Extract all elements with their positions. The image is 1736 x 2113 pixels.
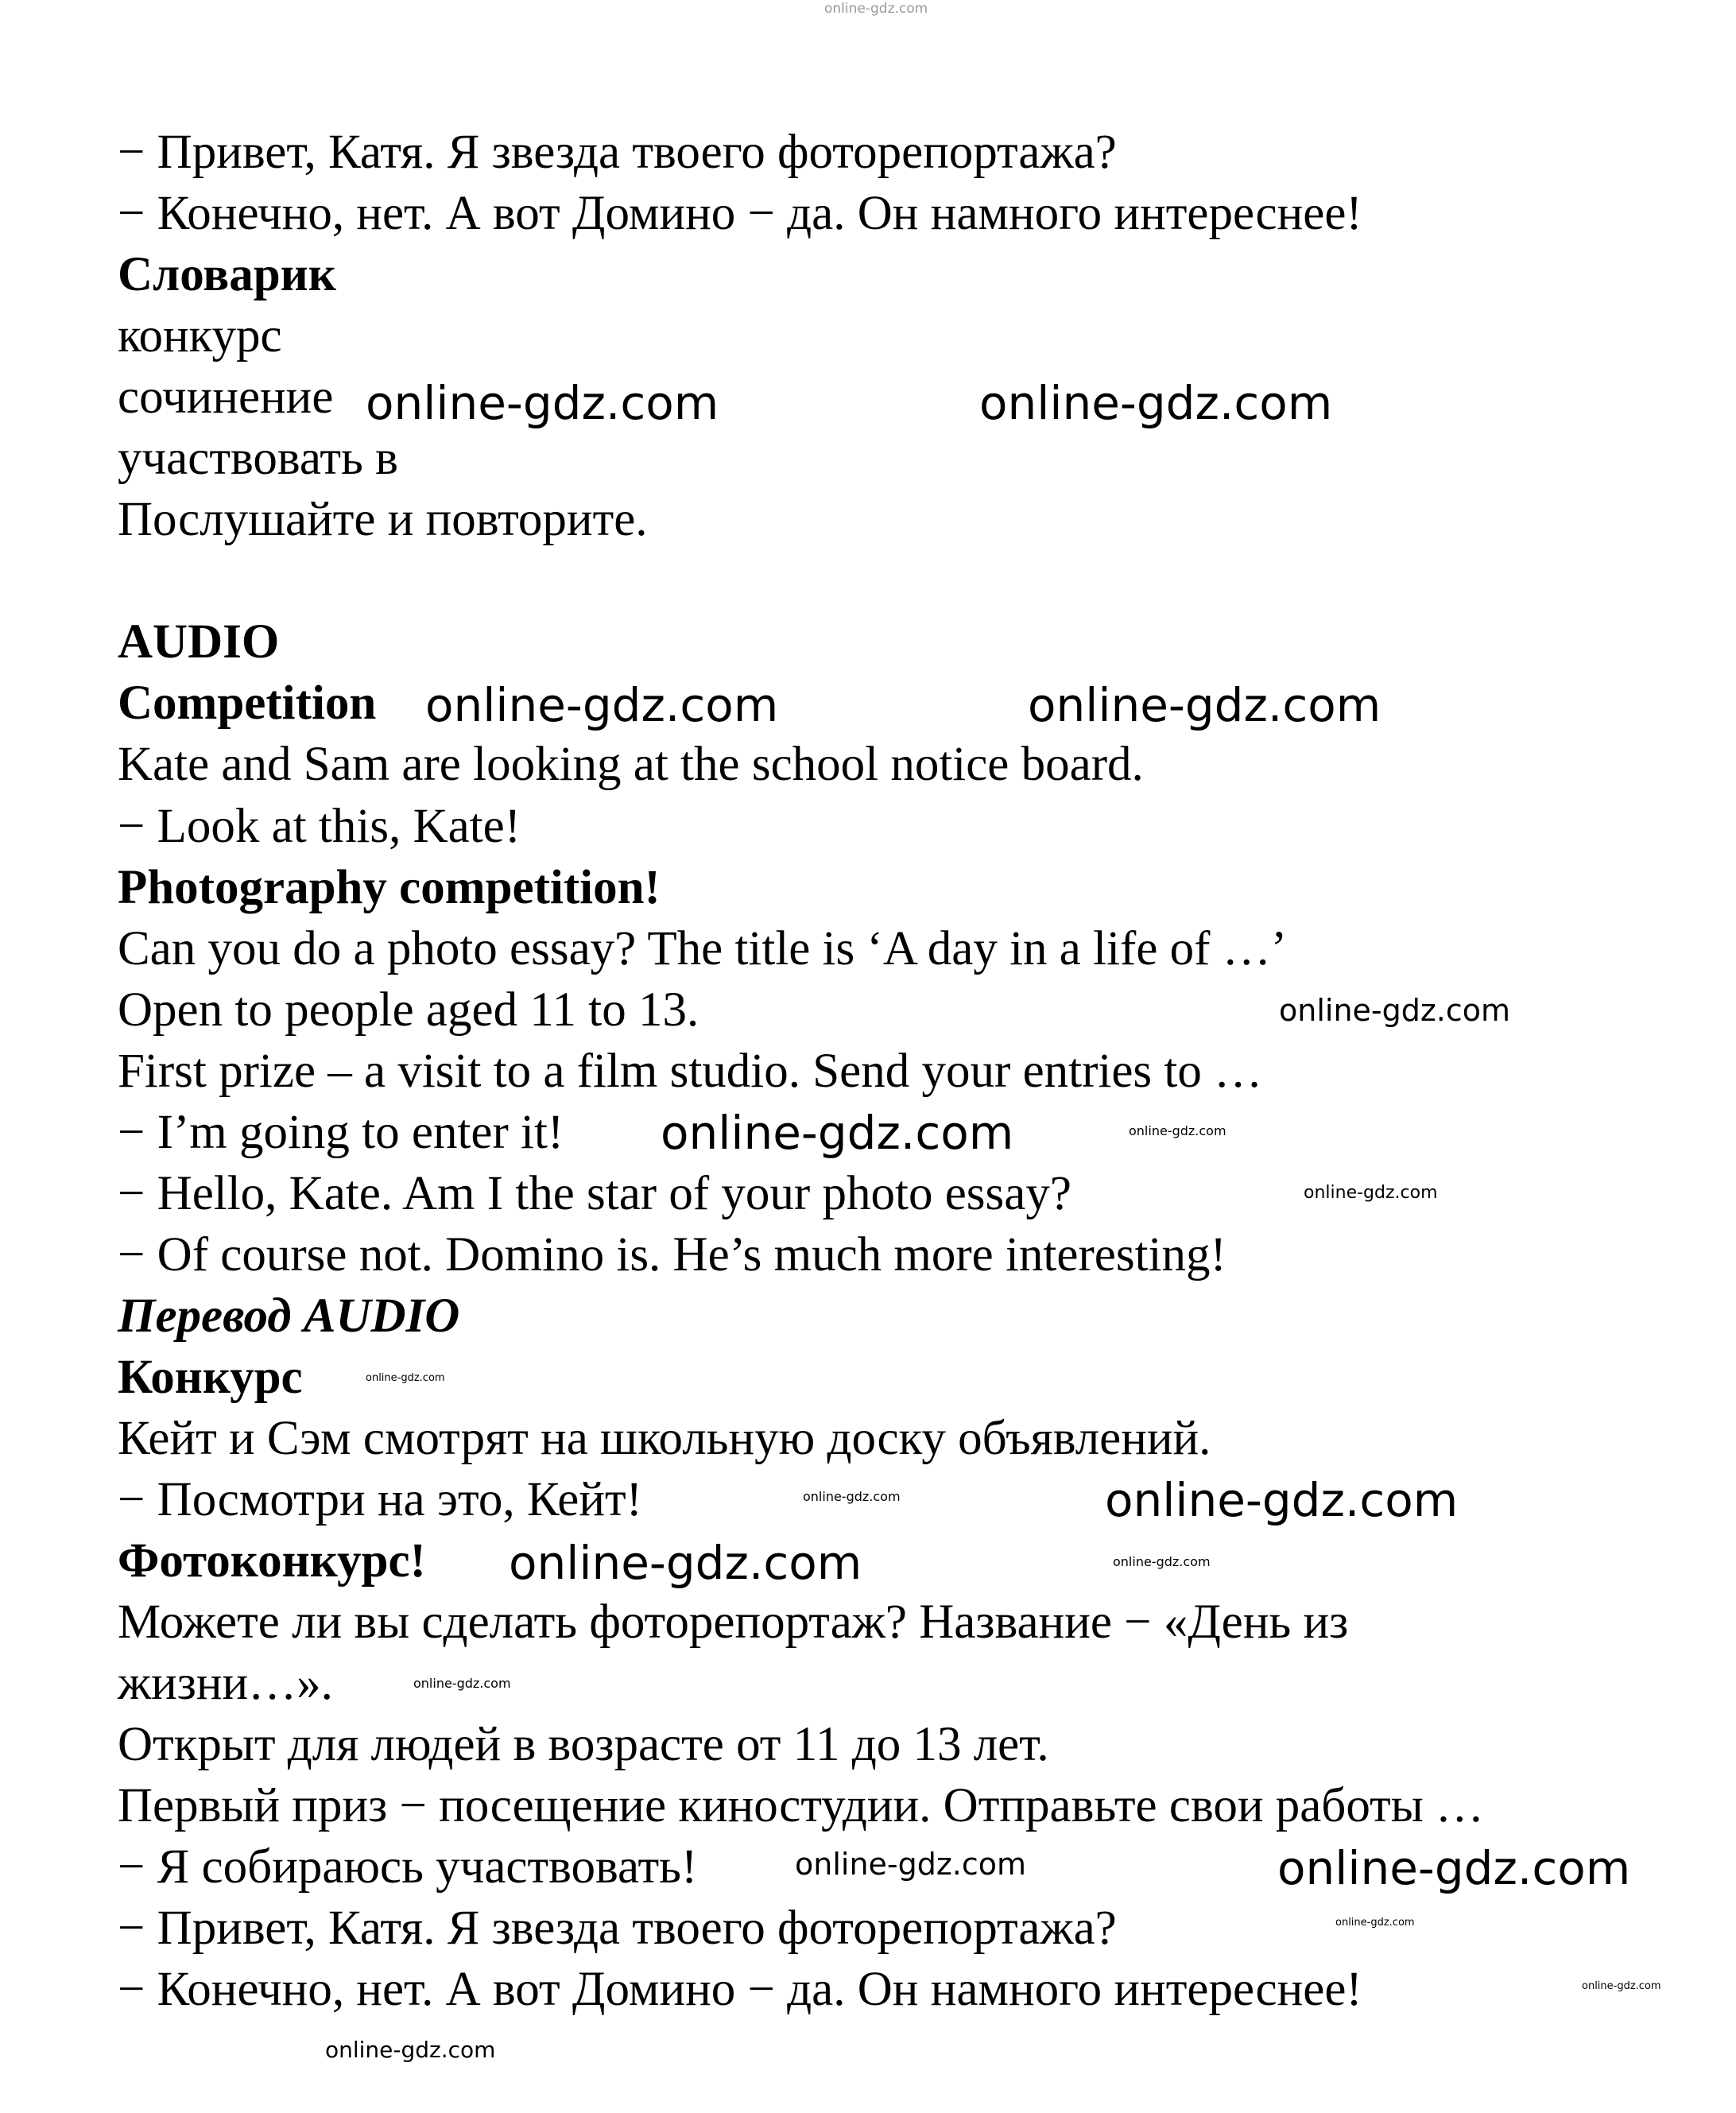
text-line: жизни…».	[118, 1657, 333, 1711]
watermark: online-gdz.com	[824, 1, 928, 17]
text-line: сочинение	[118, 370, 334, 425]
text-line: − Привет, Катя. Я звезда твоего фоторепортажа?	[118, 1902, 1117, 1956]
text-line: Можете ли вы сделать фоторепортаж? Название − «День из	[118, 1595, 1349, 1650]
watermark: online-gdz.com	[803, 1489, 901, 1504]
document-body	[118, 122, 1707, 2020]
text-line: Open to people aged 11 to 13.	[118, 983, 699, 1037]
watermark: online-gdz.com	[1304, 1183, 1438, 1203]
text-line: Can you do a photo essay? The title is ‘A day in a life of …’	[118, 921, 1288, 975]
heading-line: Photography competition!	[118, 860, 661, 914]
heading-line: AUDIO	[118, 615, 280, 669]
text-line: Открыт для людей в возрасте от 11 до 13 лет.	[118, 1718, 1049, 1772]
text-line: First prize – a visit to a film studio. Send your entries to …	[118, 1044, 1263, 1098]
text-line: − Конечно, нет. А вот Домино − да. Он намного интереснее!	[118, 187, 1362, 241]
text-line: − Hello, Kate. Am I the star of your photo essay?	[118, 1166, 1071, 1220]
text-line: − I’m going to enter it!	[118, 1105, 564, 1159]
watermark: online-gdz.com	[1277, 1841, 1631, 1895]
heading-line: Фотоконкурс!	[118, 1534, 426, 1588]
watermark: online-gdz.com	[661, 1106, 1014, 1160]
watermark: online-gdz.com	[1129, 1123, 1226, 1138]
watermark: online-gdz.com	[413, 1676, 511, 1691]
text-line: − Of course not. Domino is. He’s much more interesting!	[118, 1227, 1226, 1281]
watermark: online-gdz.com	[1105, 1473, 1459, 1527]
text-line: − Конечно, нет. А вот Домино − да. Он намного интереснее!	[118, 1963, 1362, 2017]
heading-line: Словарик	[118, 248, 336, 302]
watermark: online-gdz.com	[325, 2037, 496, 2063]
watermark: online-gdz.com	[366, 376, 719, 430]
watermark: online-gdz.com	[1279, 993, 1511, 1028]
text-line: − Привет, Катя. Я звезда твоего фоторепортажа?	[118, 126, 1117, 179]
heading-line: Конкурс	[118, 1350, 303, 1404]
text-line: − Я собираюсь участвовать!	[118, 1840, 698, 1894]
text-line: конкурс	[118, 309, 282, 363]
text-line: − Посмотри на это, Кейт!	[118, 1473, 642, 1527]
watermark: online-gdz.com	[979, 376, 1333, 430]
watermark: online-gdz.com	[1335, 1917, 1415, 1929]
text-line: Kate and Sam are looking at the school notice board.	[118, 738, 1144, 792]
watermark: online-gdz.com	[509, 1536, 862, 1590]
text-line: участвовать в	[118, 432, 398, 486]
text-line	[118, 550, 1707, 611]
heading-line: Перевод AUDIO	[118, 1289, 460, 1343]
text-line: Кейт и Сэм смотрят на школьную доску объявлений.	[118, 1411, 1211, 1465]
watermark: online-gdz.com	[1582, 1980, 1661, 1992]
text-line: − Look at this, Kate!	[118, 799, 521, 853]
watermark: online-gdz.com	[795, 1847, 1027, 1882]
watermark: online-gdz.com	[1113, 1554, 1211, 1569]
text-line: Первый приз − посещение киностудии. Отправьте свои работы …	[118, 1779, 1484, 1833]
watermark: online-gdz.com	[425, 678, 779, 732]
watermark: online-gdz.com	[1028, 678, 1381, 732]
watermark: online-gdz.com	[366, 1372, 445, 1384]
heading-line: Competition	[118, 677, 377, 731]
text-line: Послушайте и повторите.	[118, 493, 648, 547]
